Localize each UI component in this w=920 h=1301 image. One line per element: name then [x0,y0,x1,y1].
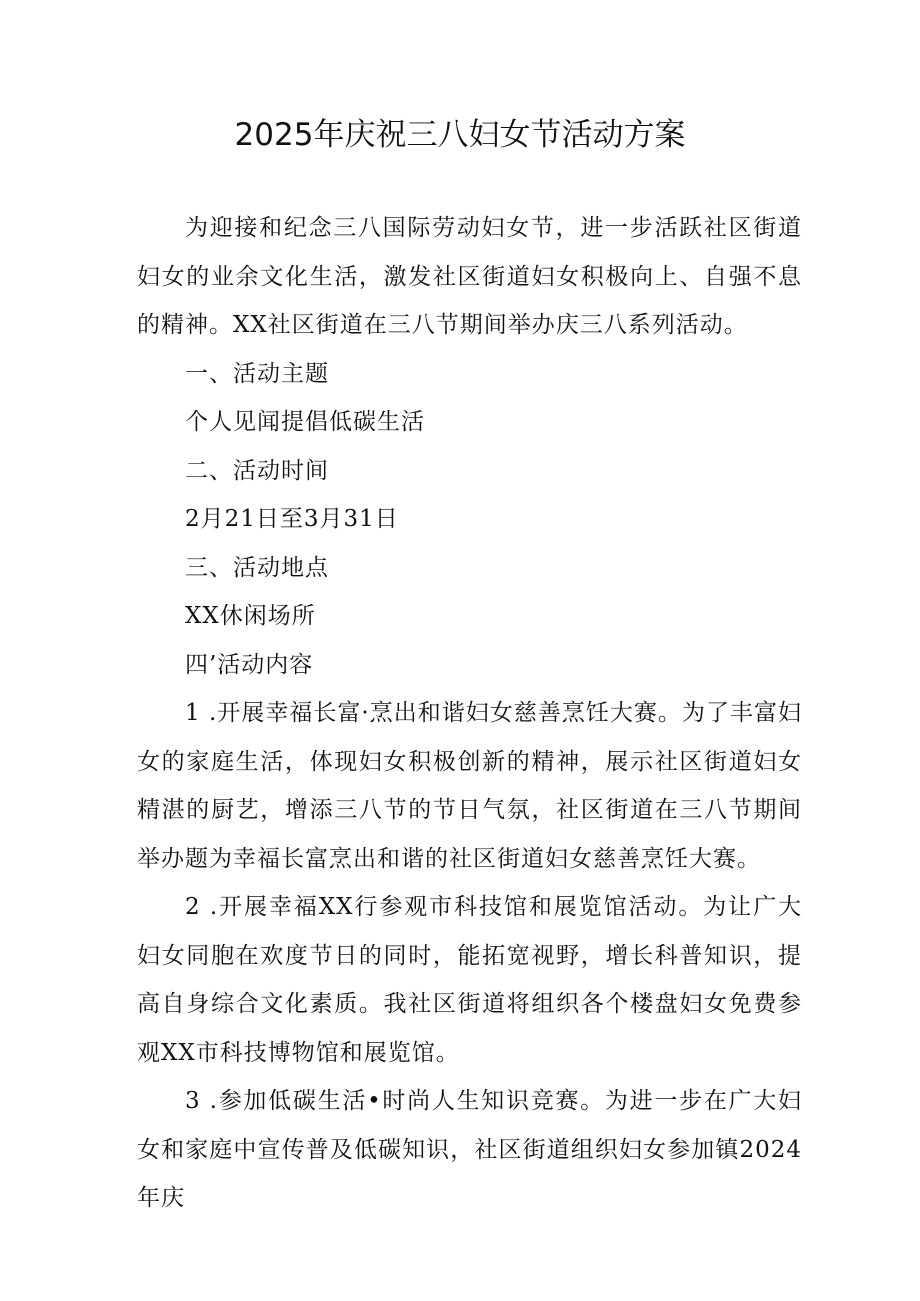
section-heading-theme: 一、活动主题 [185,360,329,387]
document-body [137,204,802,1223]
document-title: 2025年庆祝三八妇女节活动方案 [234,117,686,153]
activity-item-1: 1 .开展幸福长富·烹出和谐妇女慈善烹饪大赛。为了丰富妇女的家庭生活，体现妇女积极创新的精神，展示社区街道妇女精湛的厨艺，增添三八节的节日气氛，社区街道在三八节期间举办题为幸福长富烹出和谐的社区街道妇女慈善烹饪大赛。 [137,700,802,872]
section-content-location: XX休闲场所 [185,603,316,629]
section-content-theme: 个人见闻提倡低碳生活 [185,409,425,435]
activity-item-3: 3 .参加低碳生活•时尚人生知识竞赛。为进一步在广大妇女和家庭中宣传普及低碳知识，社区街道组织妇女参加镇2024年庆 [137,1088,802,1211]
section-heading-time: 二、活动时间 [185,457,329,484]
section-content-time: 2月21日至3月31日 [185,506,399,532]
intro-paragraph: 为迎接和纪念三八国际劳动妇女节，进一步活跃社区街道妇女的业余文化生活，激发社区街道妇女积极向上、自强不息的精神。XX社区街道在三八节期间举办庆三八系列活动。 [137,215,802,338]
section-heading-content: 四’活动内容 [185,651,314,678]
section-heading-location: 三、活动地点 [185,554,329,581]
activity-item-2: 2 .开展幸福XX行参观市科技馆和展览馆活动。为让广大妇女同胞在欢度节日的同时，能拓宽视野，增长科普知识，提高自身综合文化素质。我社区街道将组织各个楼盘妇女免费参观XX市科技博物馆和展览馆。 [137,894,802,1066]
